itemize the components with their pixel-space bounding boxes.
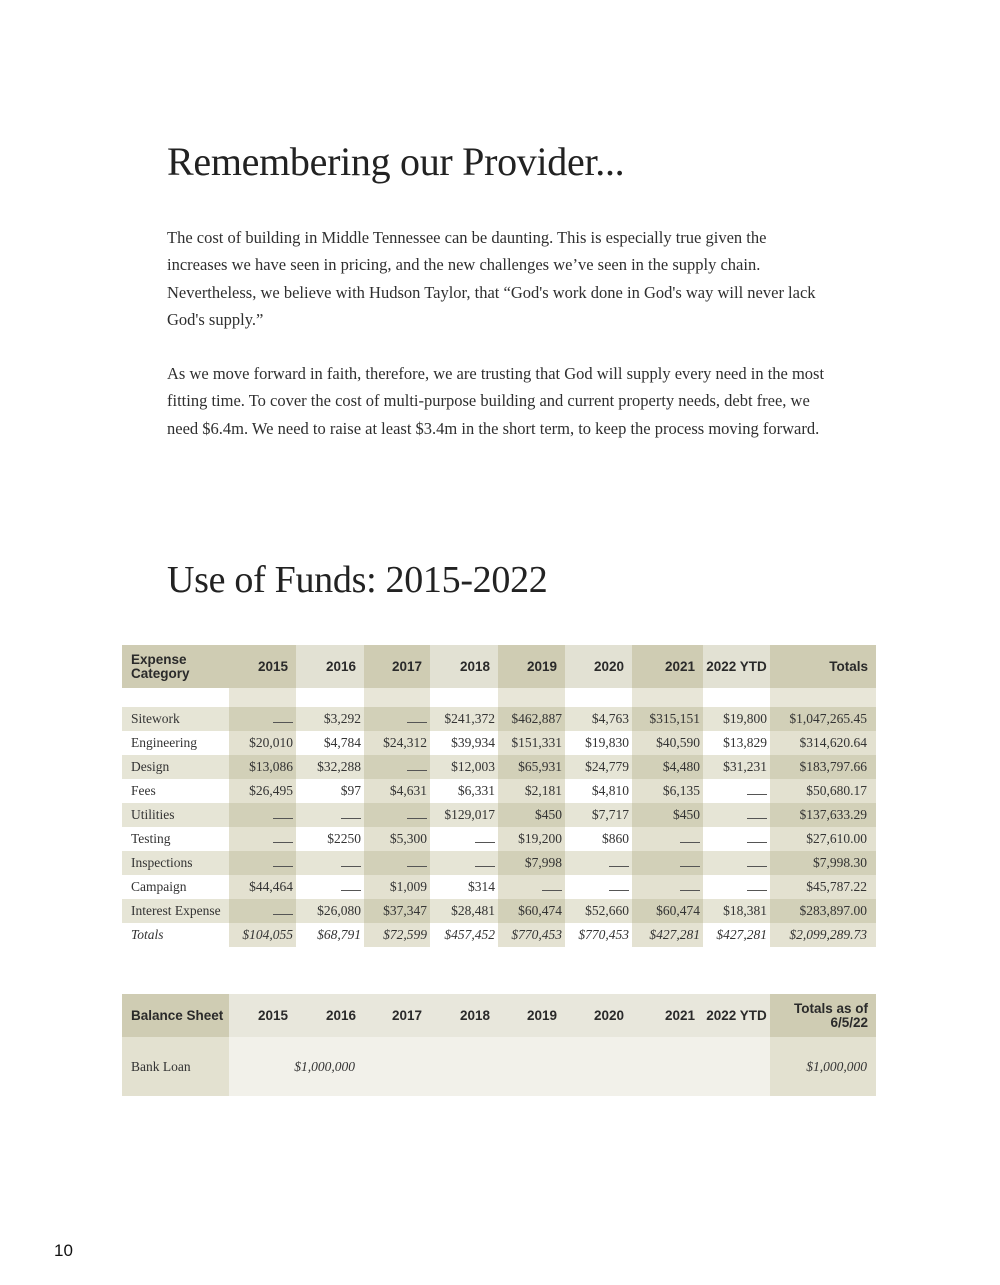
header-cell: 2017 (364, 994, 430, 1037)
balance-header-row (122, 994, 876, 1037)
bank-loan-amount: $1,000,000 (229, 1037, 364, 1096)
empty-dash (229, 707, 296, 731)
table-cell: $12,003 (430, 755, 498, 779)
table-cell: $4,631 (364, 779, 430, 803)
empty-dash (229, 899, 296, 923)
row-label: Utilities (122, 803, 229, 827)
table-cell: $19,200 (498, 827, 565, 851)
empty-dash (296, 851, 364, 875)
table-cell: $68,791 (296, 923, 364, 947)
table-cell: $26,495 (229, 779, 296, 803)
table-cell: $457,452 (430, 923, 498, 947)
table-cell: $24,779 (565, 755, 632, 779)
table-row (122, 827, 876, 851)
empty-dash (632, 875, 703, 899)
header-cell: Totals as of 6/5/22 (770, 994, 876, 1037)
empty-dash (632, 851, 703, 875)
table-cell: $37,347 (364, 899, 430, 923)
totals-row (122, 923, 876, 947)
table-cell: $40,590 (632, 731, 703, 755)
row-label: Engineering (122, 731, 229, 755)
table-cell: $50,680.17 (770, 779, 876, 803)
empty-dash (565, 851, 632, 875)
table-cell: $4,784 (296, 731, 364, 755)
page-title: Remembering our Provider... (167, 139, 625, 184)
table-cell: $315,151 (632, 707, 703, 731)
use-of-funds-table (122, 645, 876, 947)
table-row (122, 875, 876, 899)
table-cell: $5,300 (364, 827, 430, 851)
row-label: Campaign (122, 875, 229, 899)
funds-heading: Use of Funds: 2015-2022 (167, 559, 548, 601)
header-cell: 2022 YTD (703, 994, 770, 1037)
table-cell: $770,453 (565, 923, 632, 947)
table-cell: $20,010 (229, 731, 296, 755)
table-cell: $32,288 (296, 755, 364, 779)
table-cell: $52,660 (565, 899, 632, 923)
header-cell: Totals (770, 645, 876, 688)
empty-dash (565, 875, 632, 899)
table-cell: $44,464 (229, 875, 296, 899)
empty-dash (703, 779, 770, 803)
table-cell: $7,717 (565, 803, 632, 827)
empty-dash (364, 803, 430, 827)
table-cell: $151,331 (498, 731, 565, 755)
empty-dash (229, 851, 296, 875)
table-cell: $24,312 (364, 731, 430, 755)
table-cell: $19,830 (565, 731, 632, 755)
table-row (122, 803, 876, 827)
empty-dash (229, 827, 296, 851)
table-cell: $129,017 (430, 803, 498, 827)
table-cell: $26,080 (296, 899, 364, 923)
table-cell: $1,047,265.45 (770, 707, 876, 731)
table-cell: $60,474 (632, 899, 703, 923)
empty-dash (364, 755, 430, 779)
empty-dash (703, 851, 770, 875)
header-cell: 2016 (296, 645, 364, 688)
table-cell: $462,887 (498, 707, 565, 731)
balance-sheet-table (122, 994, 876, 1096)
header-cell: 2019 (498, 645, 565, 688)
table-cell: $2250 (296, 827, 364, 851)
table-cell: $97 (296, 779, 364, 803)
header-cell: 2015 (229, 994, 296, 1037)
header-cell: 2015 (229, 645, 296, 688)
bank-loan-total: $1,000,000 (770, 1037, 876, 1096)
table-cell: $6,331 (430, 779, 498, 803)
intro-paragraph-2: As we move forward in faith, therefore, we are trusting that God will supply every need in the most fitting time. To cover the cost of multi-purpose building and current property needs, debt free, we need $6.4m. We need to raise at least $3.4m in the short term, to keep the process moving forward. (167, 364, 825, 438)
empty-dash (498, 875, 565, 899)
empty-dash (229, 803, 296, 827)
table-cell: $60,474 (498, 899, 565, 923)
funds-header-row (122, 645, 876, 688)
header-cell: 2020 (565, 994, 632, 1037)
table-row (122, 707, 876, 731)
table-cell: $7,998.30 (770, 851, 876, 875)
empty-dash (296, 803, 364, 827)
table-cell: $19,800 (703, 707, 770, 731)
header-cell: 2021 (632, 645, 703, 688)
table-cell: $1,009 (364, 875, 430, 899)
table-cell: $28,481 (430, 899, 498, 923)
table-cell: $31,231 (703, 755, 770, 779)
table-cell: $183,797.66 (770, 755, 876, 779)
header-cell: Expense Category (122, 645, 229, 688)
table-cell: $27,610.00 (770, 827, 876, 851)
table-cell: $314 (430, 875, 498, 899)
table-cell: $65,931 (498, 755, 565, 779)
header-cell: 2016 (296, 994, 364, 1037)
table-cell: $18,381 (703, 899, 770, 923)
row-label: Interest Expense (122, 899, 229, 923)
table-row (122, 899, 876, 923)
table-row (122, 731, 876, 755)
table-cell: $72,599 (364, 923, 430, 947)
table-row (122, 851, 876, 875)
table-cell: $4,810 (565, 779, 632, 803)
empty-dash (430, 827, 498, 851)
empty-dash (703, 875, 770, 899)
table-cell: $283,897.00 (770, 899, 876, 923)
table-cell: $241,372 (430, 707, 498, 731)
header-cell: 2022 YTD (703, 645, 770, 688)
table-row (122, 755, 876, 779)
row-label: Sitework (122, 707, 229, 731)
table-cell: $104,055 (229, 923, 296, 947)
table-cell: $770,453 (498, 923, 565, 947)
intro-paragraph-1: The cost of building in Middle Tennessee can be daunting. This is especially true given the increases we have seen in pricing, and the new challenges we’ve seen in the supply chain. Nevertheless, we believe with Hudson Taylor, that “God's work done in God's way will never lack God's supply.” (167, 228, 816, 329)
table-cell: $3,292 (296, 707, 364, 731)
page-number: 10 (54, 1241, 73, 1260)
header-cell: 2018 (430, 994, 498, 1037)
row-label: Inspections (122, 851, 229, 875)
table-cell: $39,934 (430, 731, 498, 755)
row-label: Design (122, 755, 229, 779)
header-cell: 2019 (498, 994, 565, 1037)
table-cell: $450 (498, 803, 565, 827)
row-label: Fees (122, 779, 229, 803)
row-label: Bank Loan (122, 1037, 229, 1096)
table-cell: $4,763 (565, 707, 632, 731)
table-cell: $2,099,289.73 (770, 923, 876, 947)
header-cell: 2018 (430, 645, 498, 688)
header-cell: 2021 (632, 994, 703, 1037)
table-cell: $860 (565, 827, 632, 851)
row-label: Testing (122, 827, 229, 851)
table-cell: $6,135 (632, 779, 703, 803)
empty-dash (364, 707, 430, 731)
table-cell: $4,480 (632, 755, 703, 779)
table-cell: $7,998 (498, 851, 565, 875)
empty-dash (430, 851, 498, 875)
header-cell: Balance Sheet (122, 994, 229, 1037)
empty-dash (364, 851, 430, 875)
empty-dash (296, 875, 364, 899)
table-row (122, 1037, 876, 1096)
intro-text (167, 224, 827, 469)
table-cell: $314,620.64 (770, 731, 876, 755)
table-cell: $427,281 (632, 923, 703, 947)
table-cell: $137,633.29 (770, 803, 876, 827)
table-cell: $13,829 (703, 731, 770, 755)
table-cell: $45,787.22 (770, 875, 876, 899)
table-cell: $427,281 (703, 923, 770, 947)
empty-dash (632, 827, 703, 851)
row-label: Totals (122, 923, 229, 947)
empty-dash (703, 803, 770, 827)
table-cell: $450 (632, 803, 703, 827)
empty-dash (703, 827, 770, 851)
header-cell: 2017 (364, 645, 430, 688)
table-row (122, 779, 876, 803)
table-cell: $2,181 (498, 779, 565, 803)
table-cell: $13,086 (229, 755, 296, 779)
header-cell: 2020 (565, 645, 632, 688)
